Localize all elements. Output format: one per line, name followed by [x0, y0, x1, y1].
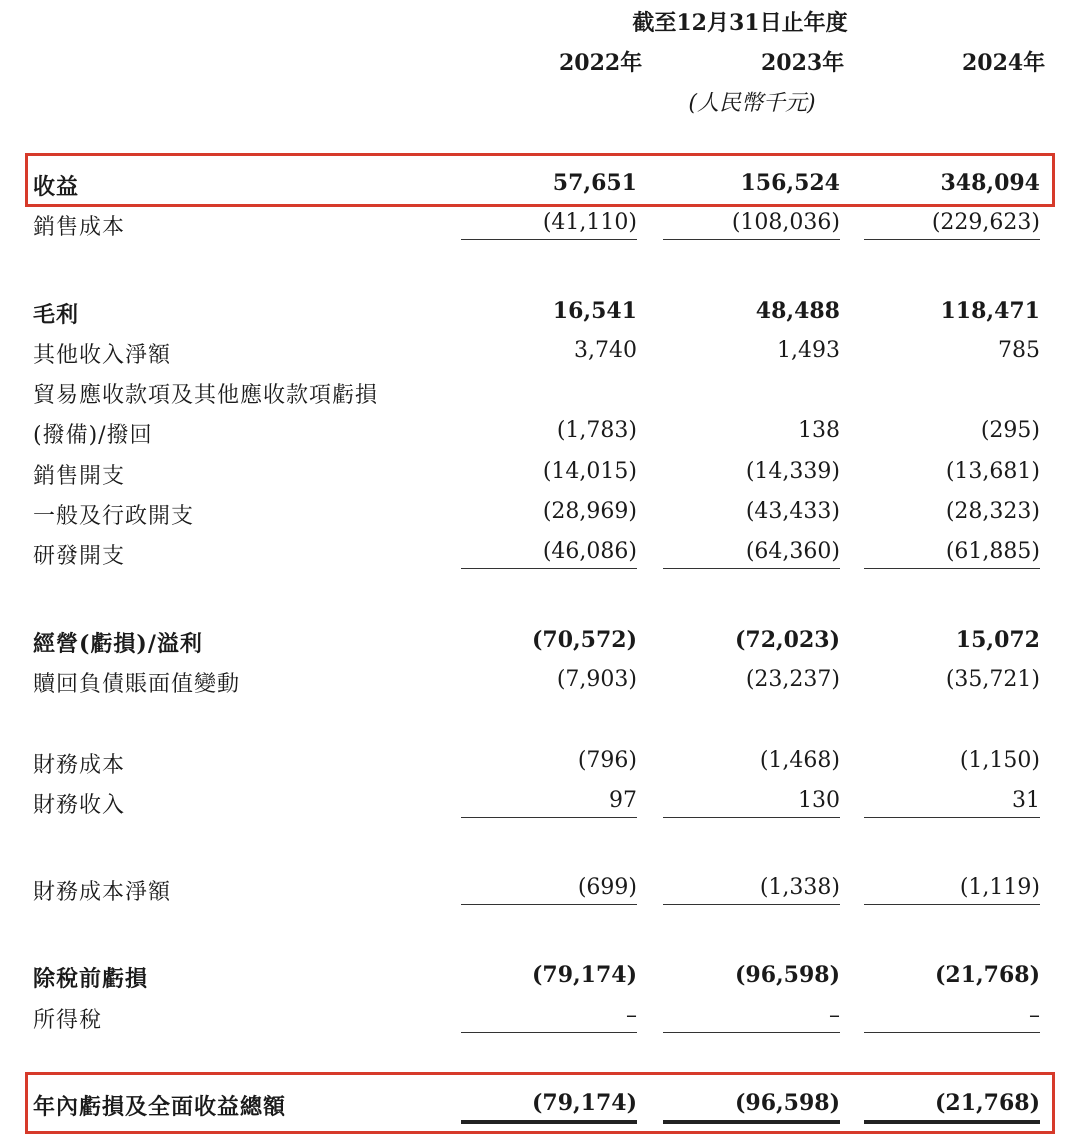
value-2023: (43,433) — [745, 499, 840, 524]
value-2024: (13,681) — [945, 459, 1040, 484]
value-2024: 348,094 — [940, 170, 1040, 196]
row-label: 其他收入淨額 — [33, 343, 172, 368]
row-label: 貿易應收款項及其他應收款項虧損 — [33, 383, 379, 408]
row-label: 經營(虧損)/溢利 — [33, 631, 203, 657]
value-2023: 1,493 — [777, 338, 840, 363]
value-2022: (28,969) — [542, 499, 637, 524]
value-2023: (1,338) — [759, 875, 840, 900]
table-row — [0, 491, 1080, 531]
value-2023: (96,598) — [734, 962, 840, 988]
row-label: 年內虧損及全面收益總額 — [33, 1094, 287, 1120]
row-label: 研發開支 — [33, 544, 126, 569]
subtotal-rule — [663, 904, 840, 905]
subtotal-rule — [461, 568, 637, 569]
subtotal-rule — [663, 1032, 840, 1033]
value-2023: (23,237) — [745, 667, 840, 692]
table-row — [0, 451, 1080, 491]
subtotal-rule — [461, 817, 637, 818]
value-2024: – — [1029, 1003, 1040, 1028]
value-2022: (699) — [577, 875, 637, 900]
row-label: 一般及行政開支 — [33, 504, 195, 529]
subtotal-rule — [864, 1032, 1040, 1033]
value-2024: 15,072 — [955, 627, 1040, 653]
row-label: 財務收入 — [33, 793, 126, 818]
table-row — [0, 531, 1080, 571]
value-2023: 156,524 — [740, 170, 840, 196]
value-2023: 48,488 — [755, 298, 840, 324]
subtotal-rule — [461, 904, 637, 905]
table-row — [0, 659, 1080, 699]
value-2024: (295) — [980, 418, 1040, 443]
value-2024: (1,119) — [959, 875, 1040, 900]
value-2022: (79,174) — [531, 1090, 637, 1116]
value-2023: – — [829, 1003, 840, 1028]
table-row — [0, 162, 1080, 202]
row-label: 所得稅 — [33, 1008, 103, 1033]
year-2022-header: 2022年 — [559, 50, 643, 76]
table-row — [0, 330, 1080, 370]
value-2023: (72,023) — [734, 627, 840, 653]
row-label: 銷售開支 — [33, 464, 126, 489]
value-2022: (7,903) — [556, 667, 637, 692]
table-row — [0, 1082, 1080, 1122]
value-2024: (1,150) — [959, 748, 1040, 773]
row-label: 贖回負債賬面值變動 — [33, 672, 241, 697]
subtotal-rule — [461, 1032, 637, 1033]
subtotal-rule — [864, 817, 1040, 818]
value-2023: (96,598) — [734, 1090, 840, 1116]
value-2022: 3,740 — [574, 338, 637, 363]
value-2024: 785 — [998, 338, 1040, 363]
value-2024: (28,323) — [945, 499, 1040, 524]
value-2024: 118,471 — [940, 298, 1040, 324]
row-label: 毛利 — [33, 302, 80, 328]
value-2022: 57,651 — [552, 170, 637, 196]
value-2022: (796) — [577, 748, 637, 773]
table-row — [0, 954, 1080, 994]
subtotal-rule — [663, 568, 840, 569]
row-label: 銷售成本 — [33, 215, 126, 240]
value-2022: 16,541 — [552, 298, 637, 324]
value-2022: 97 — [609, 788, 637, 813]
subtotal-rule — [864, 239, 1040, 240]
table-row — [0, 867, 1080, 907]
value-2024: 31 — [1012, 788, 1040, 813]
total-double-rule — [461, 1120, 637, 1124]
row-label: 財務成本 — [33, 753, 126, 778]
row-label: 財務成本淨額 — [33, 880, 172, 905]
value-2023: (14,339) — [745, 459, 840, 484]
subtotal-rule — [663, 817, 840, 818]
table-row — [0, 995, 1080, 1035]
subtotal-rule — [864, 904, 1040, 905]
period-header: 截至12月31日止年度 — [632, 10, 848, 36]
row-label: 收益 — [33, 174, 80, 200]
year-2023-header: 2023年 — [761, 50, 845, 76]
value-2024: (61,885) — [945, 539, 1040, 564]
table-row — [0, 370, 1080, 410]
value-2022: (79,174) — [531, 962, 637, 988]
total-double-rule — [864, 1120, 1040, 1124]
subtotal-rule — [864, 568, 1040, 569]
table-row — [0, 740, 1080, 780]
value-2022: (46,086) — [542, 539, 637, 564]
value-2022: (1,783) — [556, 418, 637, 443]
value-2023: 138 — [798, 418, 840, 443]
value-2024: (229,623) — [931, 210, 1040, 235]
value-2024: (21,768) — [934, 962, 1040, 988]
row-label: 除稅前虧損 — [33, 966, 149, 992]
table-row — [0, 780, 1080, 820]
subtotal-rule — [461, 239, 637, 240]
value-2023: 130 — [798, 788, 840, 813]
value-2023: (108,036) — [731, 210, 840, 235]
unit-label: (人民幣千元) — [688, 91, 816, 116]
value-2022: (70,572) — [531, 627, 637, 653]
table-row — [0, 410, 1080, 450]
table-row — [0, 202, 1080, 242]
subtotal-rule — [663, 239, 840, 240]
value-2022: – — [626, 1003, 637, 1028]
value-2023: (1,468) — [759, 748, 840, 773]
year-2024-header: 2024年 — [962, 50, 1046, 76]
total-double-rule — [663, 1120, 840, 1124]
value-2022: (14,015) — [542, 459, 637, 484]
table-row — [0, 619, 1080, 659]
table-row — [0, 290, 1080, 330]
value-2022: (41,110) — [542, 210, 637, 235]
value-2024: (21,768) — [934, 1090, 1040, 1116]
row-label: (撥備)/撥回 — [33, 423, 153, 448]
value-2023: (64,360) — [745, 539, 840, 564]
value-2024: (35,721) — [945, 667, 1040, 692]
